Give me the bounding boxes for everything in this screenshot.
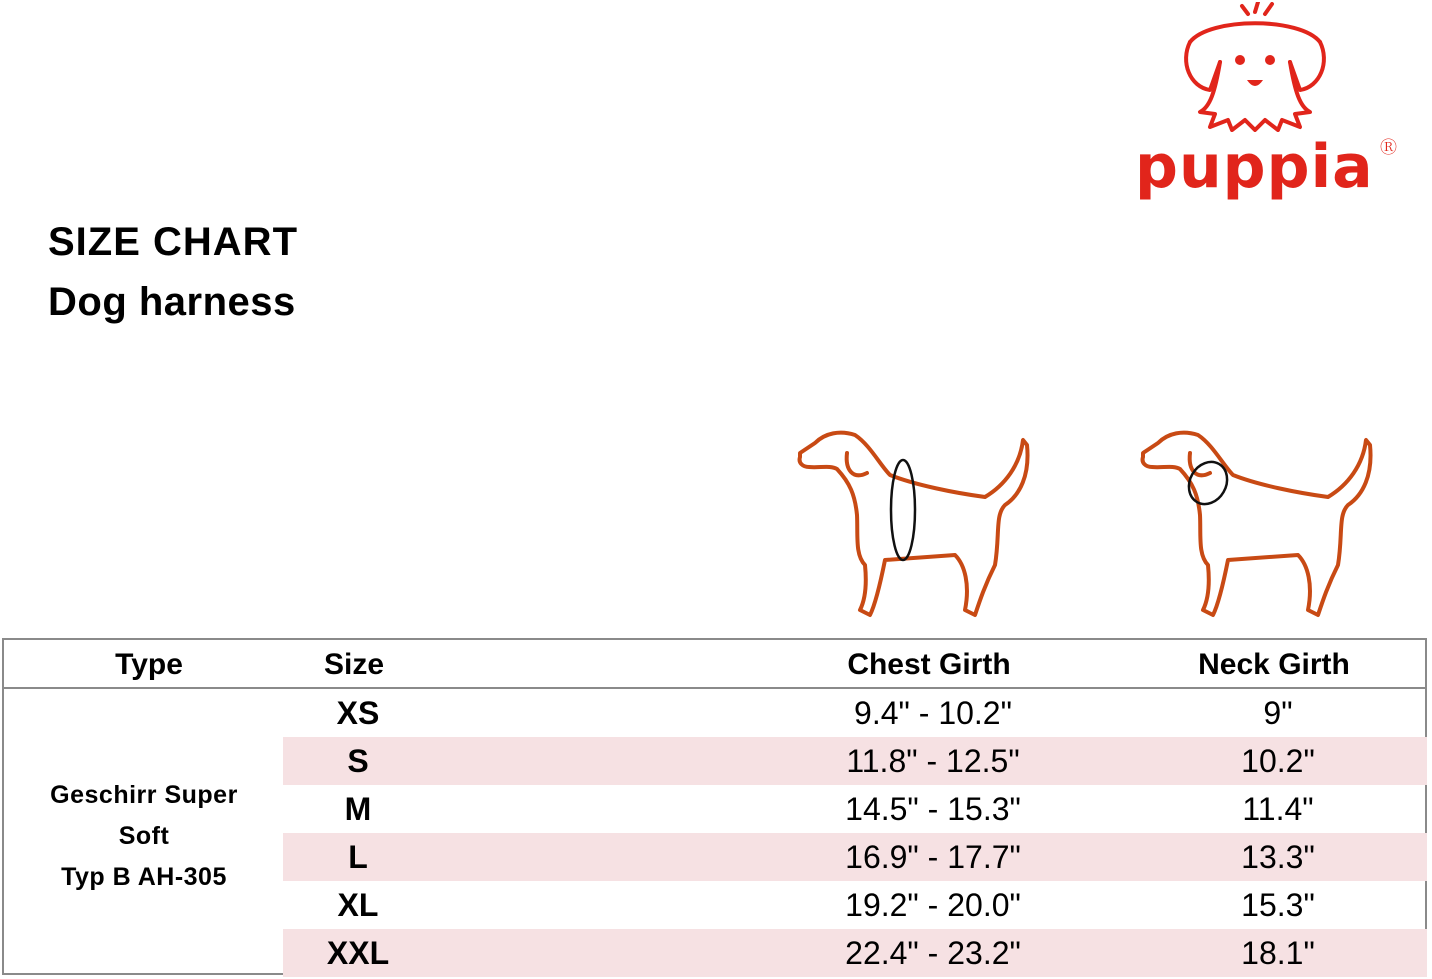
- neck-girth-cell: 9": [1263, 695, 1293, 731]
- dog-face-logo-icon: [1170, 2, 1340, 132]
- header-type: Type: [115, 648, 183, 681]
- neck-girth-cell: 15.3": [1241, 887, 1315, 923]
- neck-girth-cell: 10.2": [1241, 743, 1315, 779]
- table-row: [283, 689, 1427, 737]
- brand-name: puppia: [1135, 132, 1374, 202]
- chest-girth-cell: 19.2" - 20.0": [845, 887, 1021, 923]
- puppia-logo: [1130, 0, 1400, 205]
- size-cell: XL: [337, 887, 379, 923]
- size-cell: XS: [336, 695, 380, 731]
- size-table: [2, 638, 1427, 975]
- chest-girth-cell: 16.9" - 17.7": [845, 839, 1021, 875]
- neck-girth-cell: 18.1": [1241, 935, 1315, 971]
- table-row: [283, 785, 1427, 833]
- table-row: [283, 737, 1427, 785]
- table-row: [283, 833, 1427, 881]
- chest-girth-cell: 11.8" - 12.5": [846, 743, 1020, 779]
- size-cell: M: [344, 791, 372, 827]
- size-cell: S: [347, 743, 369, 779]
- page-subtitle: Dog harness: [48, 280, 296, 324]
- dog-neck-girth-icon: [1138, 425, 1383, 625]
- dog-chest-girth-icon: [795, 425, 1040, 625]
- header-size: Size: [323, 648, 385, 681]
- table-row: [283, 881, 1427, 929]
- chest-girth-cell: 9.4" - 10.2": [854, 695, 1012, 731]
- header-neck-girth: Neck Girth: [1198, 648, 1350, 681]
- size-cell: XXL: [326, 935, 390, 971]
- product-type-label: Geschirr Super Soft Typ B AH-305: [50, 781, 238, 891]
- neck-girth-cell: 11.4": [1242, 791, 1314, 827]
- chest-girth-cell: 22.4" - 23.2": [845, 935, 1021, 971]
- size-cell: L: [348, 839, 368, 875]
- page-title: SIZE CHART: [48, 220, 298, 264]
- header-chest-girth: Chest Girth: [847, 648, 1011, 681]
- neck-girth-cell: 13.3": [1241, 839, 1315, 875]
- registered-mark-icon: Ⓡ: [1380, 138, 1397, 157]
- chest-girth-cell: 14.5" - 15.3": [845, 791, 1021, 827]
- table-row: [283, 929, 1427, 977]
